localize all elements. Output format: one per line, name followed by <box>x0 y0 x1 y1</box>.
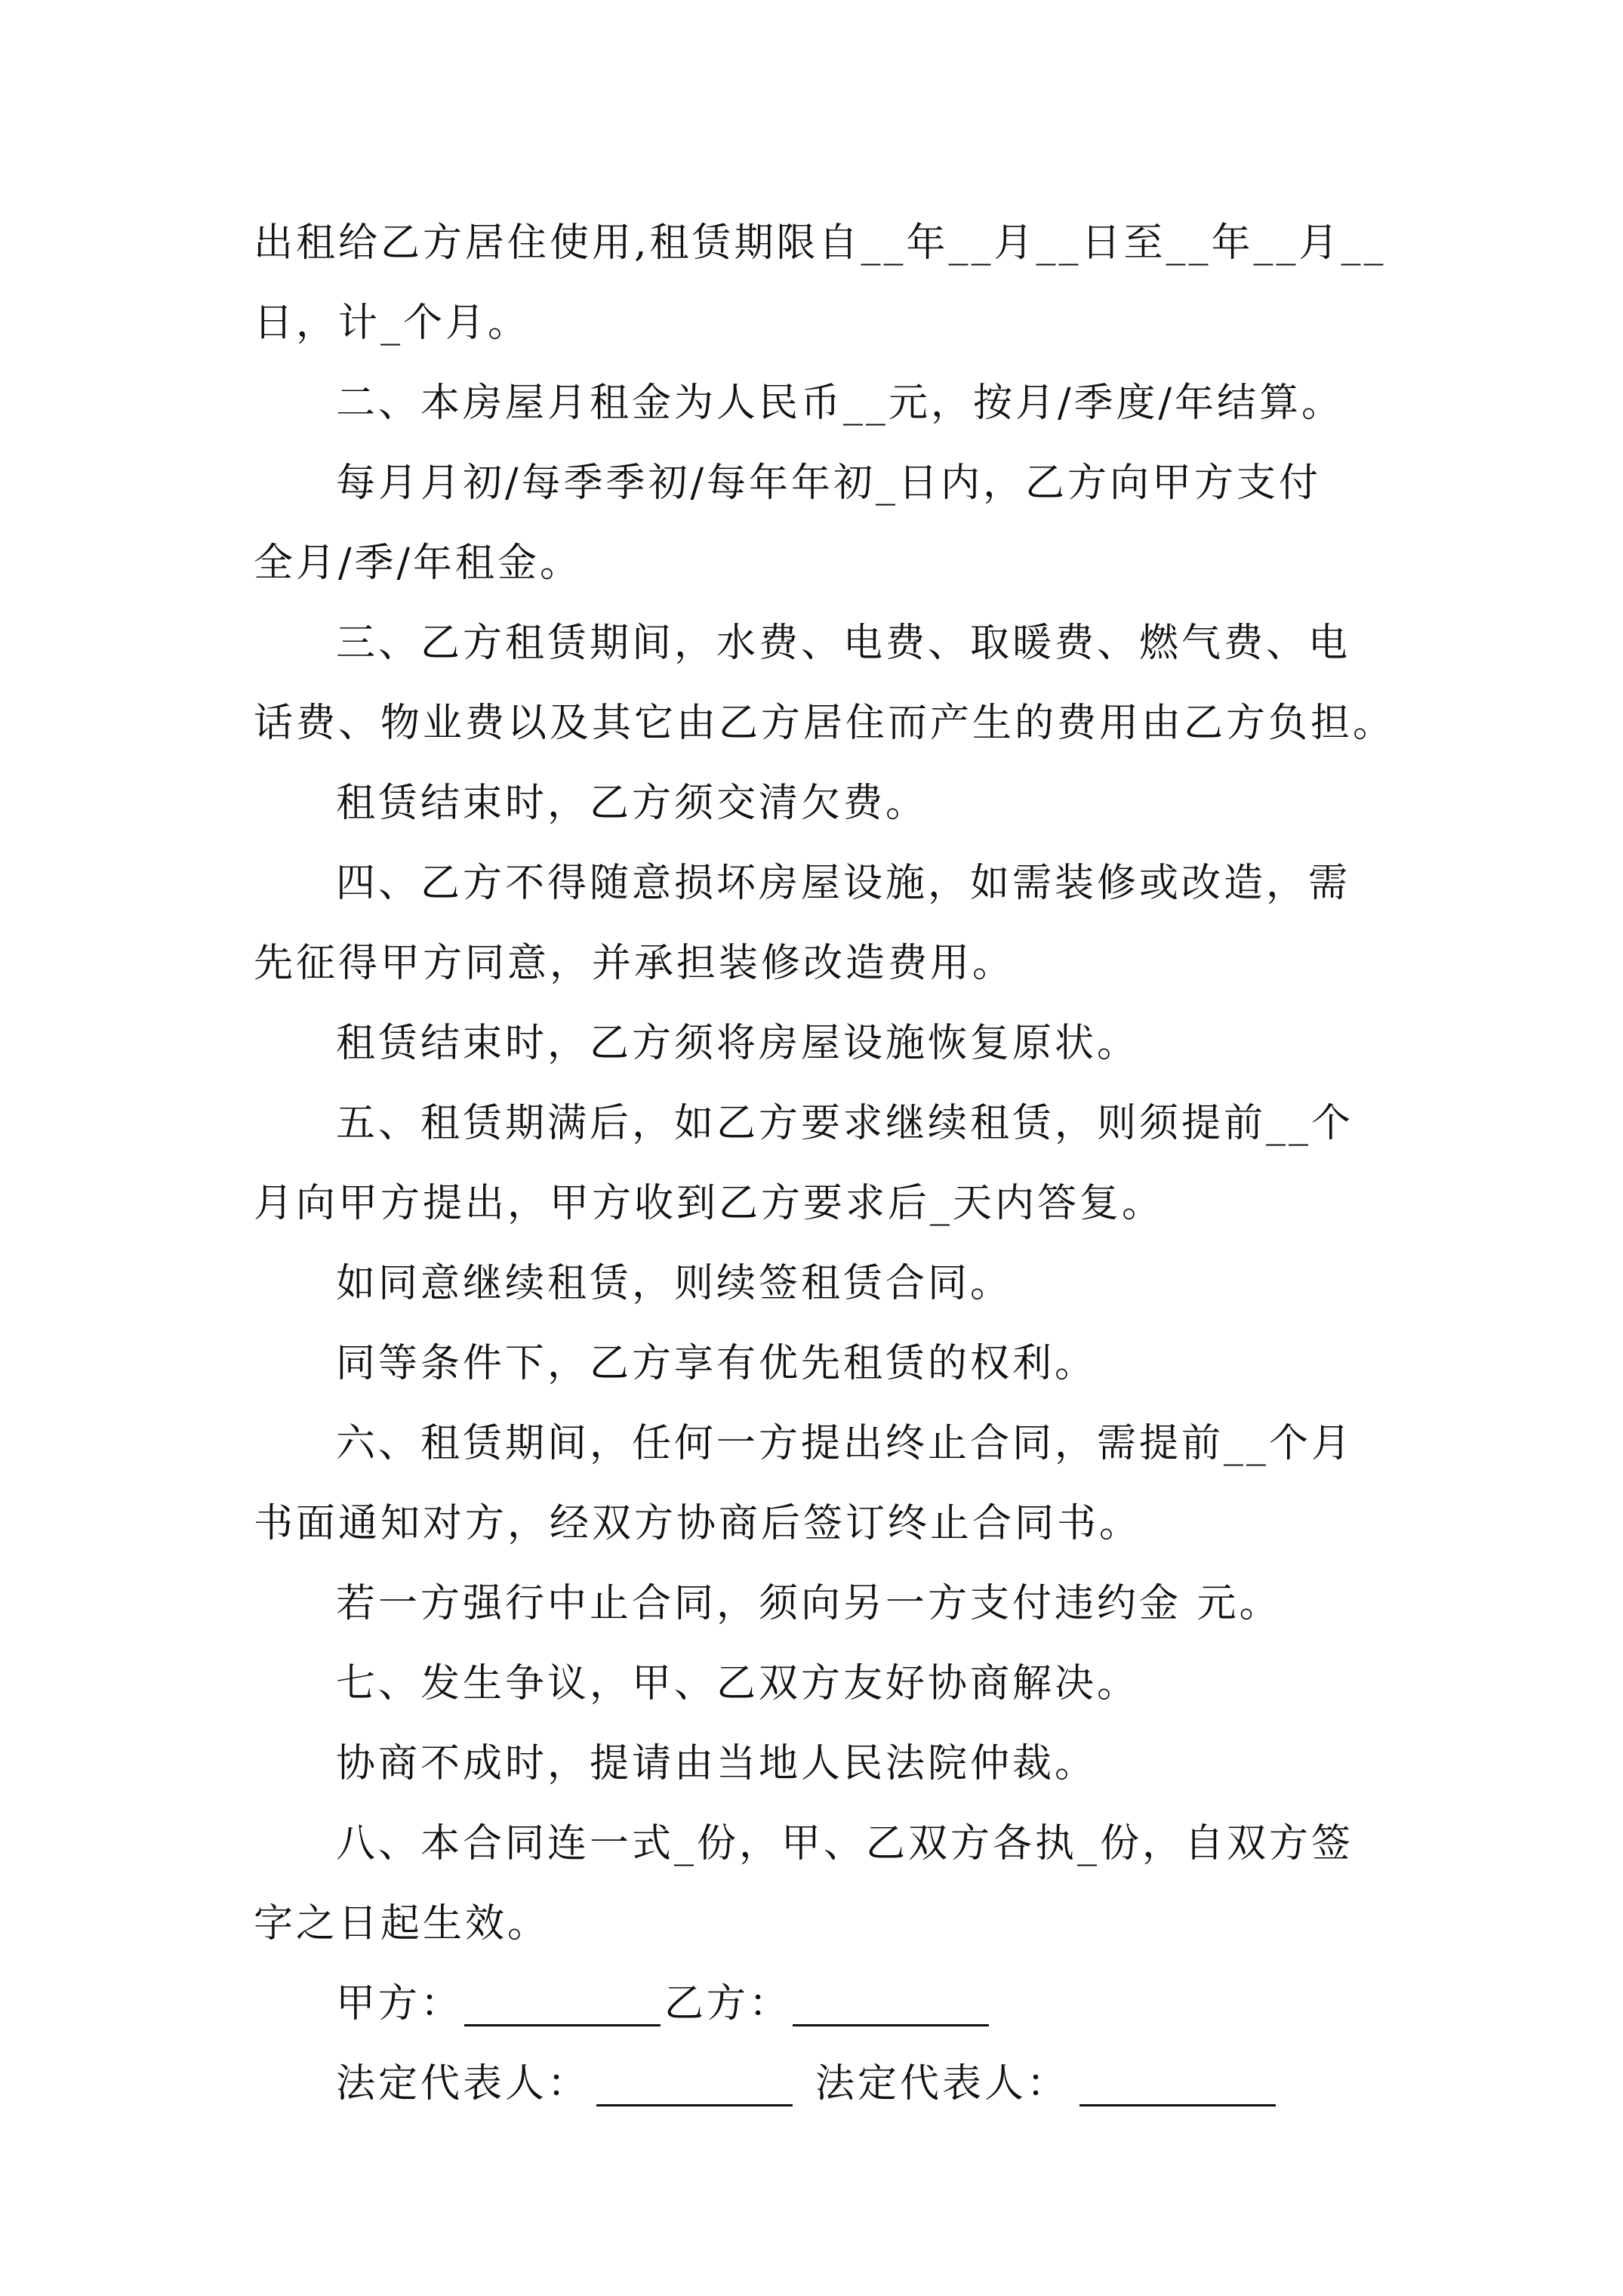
clause-5-renew-contract: 如同意继续租赁，则续签租赁合同。 <box>336 1261 1013 1306</box>
rep-a-label: 法定代表人： <box>336 2061 590 2106</box>
party-a-signature-line[interactable] <box>464 2024 661 2026</box>
clause-2-rent-amount: 二、本房屋月租金为人民币__元，按月/季度/年结算。 <box>336 381 1344 426</box>
clause-4-facilities: 四、乙方不得随意损坏房屋设施，如需装修或改造，需 <box>336 861 1351 906</box>
clause-5-priority: 同等条件下，乙方享有优先租赁的权利。 <box>336 1341 1098 1386</box>
clause-7-arbitration: 协商不成时，提请由当地人民法院仲裁。 <box>336 1741 1098 1786</box>
party-b-label: 乙方： <box>664 1981 792 2026</box>
clause-2-payment-continued: 全月/季/年租金。 <box>254 541 583 586</box>
clause-8-copies: 八、本合同连一式_份，甲、乙双方各执_份，自双方签 <box>336 1821 1354 1866</box>
clause-7-dispute: 七、发生争议，甲、乙双方友好协商解决。 <box>336 1661 1140 1706</box>
party-a-label: 甲方： <box>336 1981 463 2026</box>
clause-3-settlement: 租赁结束时，乙方须交清欠费。 <box>336 781 929 826</box>
clause-8-effective: 字之日起生效。 <box>254 1901 550 1946</box>
party-b-signature-line[interactable] <box>793 2024 989 2026</box>
clause-6-termination: 六、租赁期间，任何一方提出终止合同，需提前__个月 <box>336 1421 1354 1466</box>
clause-4-restore: 租赁结束时，乙方须将房屋设施恢复原状。 <box>336 1021 1140 1066</box>
rep-a-signature-line[interactable] <box>596 2104 793 2106</box>
rep-b-signature-line[interactable] <box>1079 2104 1276 2106</box>
contract-line-1: 出租给乙方居住使用,租赁期限自__年__月__日至__年__月__ <box>254 220 1387 266</box>
clause-4-facilities-continued: 先征得甲方同意，并承担装修改造费用。 <box>254 941 1015 986</box>
clause-2-payment-timing: 每月月初/每季季初/每年年初_日内，乙方向甲方支付 <box>336 461 1322 506</box>
clause-6-penalty: 若一方强行中止合同，须向另一方支付违约金 元。 <box>336 1581 1282 1626</box>
clause-6-termination-continued: 书面通知对方，经双方协商后签订终止合同书。 <box>254 1501 1142 1546</box>
clause-3-fees-continued: 话费、物业费以及其它由乙方居住而产生的费用由乙方负担。 <box>254 701 1396 746</box>
contract-line-2: 日，计_个月。 <box>254 300 531 346</box>
clause-5-renewal: 五、租赁期满后，如乙方要求继续租赁，则须提前__个 <box>336 1101 1354 1146</box>
clause-5-renewal-continued: 月向甲方提出，甲方收到乙方要求后_天内答复。 <box>254 1181 1165 1226</box>
clause-3-fees: 三、乙方租赁期间，水费、电费、取暖费、燃气费、电 <box>336 621 1351 666</box>
rep-b-label: 法定代表人： <box>815 2061 1070 2106</box>
